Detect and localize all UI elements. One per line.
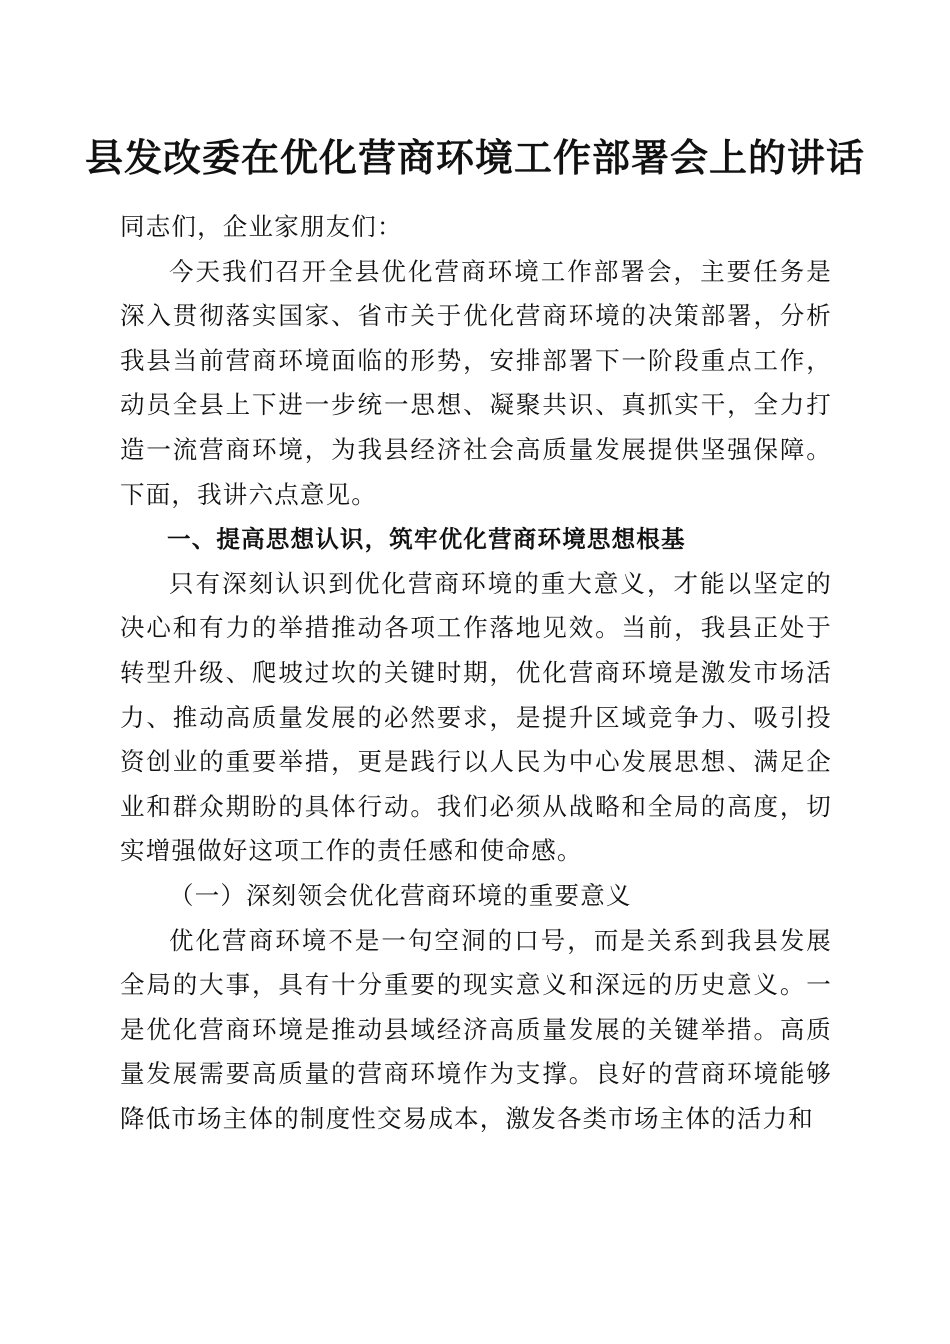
subsection-heading-1: （一）深刻领会优化营商环境的重要意义 — [169, 880, 632, 910]
paragraph-section-1: 只有深刻认识到优化营商环境的重大意义，才能以坚定的决心和有力的举措推动各项工作落地见效。当前，我县正处于转型升级、爬坡过坎的关键时期，优化营商环境是激发市场活力、推动高质量发展的必然要求，是提升区域竞争力、吸引投资创业的重要举措，更是践行以人民为中心发展思想、满足企业和群众期盼的具体行动。我们必须从战略和全局的高度，切实增强做好这项工作的责任感和使命感。 — [120, 568, 832, 866]
paragraph-opening: 今天我们召开全县优化营商环境工作部署会，主要任务是深入贯彻落实国家、省市关于优化营商环境的决策部署，分析我县当前营商环境面临的形势，安排部署下一阶段重点工作，动员全县上下进一步统一思想、凝聚共识、真抓实干，全力打造一流营商环境，为我县经济社会高质量发展提供坚强保障。下面，我讲六点意见。 — [120, 256, 832, 509]
section-heading-1: 一、提高思想认识，筑牢优化营商环境思想根基 — [167, 525, 686, 554]
salutation: 同志们，企业家朋友们： — [120, 212, 403, 241]
document-title: 县发改委在优化营商环境工作部署会上的讲话 — [84, 135, 865, 180]
document-body — [120, 205, 832, 1141]
paragraph-subsection-1: 优化营商环境不是一句空洞的口号，而是关系到我县发展全局的大事，具有十分重要的现实意义和深远的历史意义。一是优化营商环境是推动县域经济高质量发展的关键举措。高质量发展需要高质量的营商环境作为支撑。良好的营商环境能够降低市场主体的制度性交易成本，激发各类市场主体的活力和 — [120, 925, 832, 1133]
